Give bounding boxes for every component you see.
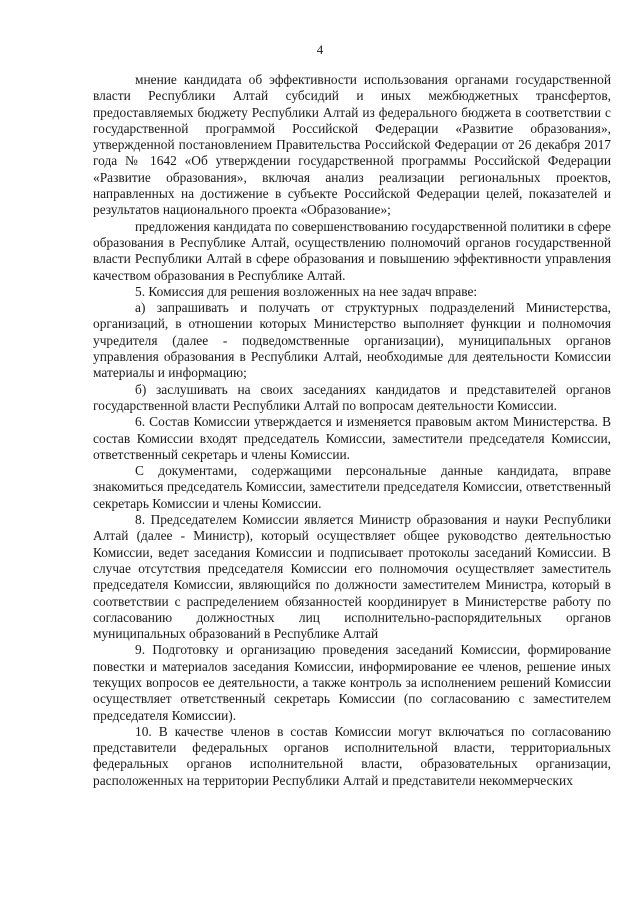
paragraph-candidate-proposals: предложения кандидата по совершенствованию государственной политики в сфере образования в Республике Алтай, осуществлению полномочий органов государственной власти Республики Алтай в сфере образования и повышению эффективности управления качеством образования в Республике Алтай. bbox=[93, 218, 611, 283]
page-number: 4 bbox=[316, 42, 324, 57]
paragraph-item-5a: а) запрашивать и получать от структурных подразделений Министерства, организаций, в отношении которых Министерство выполняет функции и полномочия учредителя (далее - подведомственные организации), муниципальных органов управления образования в Республики Алтай, необходимые для деятельности Комиссии материалы и информацию; bbox=[93, 300, 611, 381]
paragraph-candidate-opinion: мнение кандидата об эффективности использования органами государственной власти Республики Алтай субсидий и иных межбюджетных трансфертов, предоставляемых бюджету Республики Алтай из федерального бюджета в соответствии с государственной программой Российской Федерации «Развитие образования», утвержденной постановлением Правительства Российской Федерации от 26 декабря 2017 года № 1642 «Об утверждении государственной программы Российской Федерации «Развитие образования», включая анализ реализации региональных проектов, направленных на достижение в субъекте Российской Федерации целей, показателей и результатов национального проекта «Образование»; bbox=[93, 72, 611, 218]
paragraph-personal-data: С документами, содержащими персональные данные кандидата, вправе знакомиться председатель Комиссии, заместители председателя Комиссии, ответственный секретарь Комиссии и члены Комиссии. bbox=[93, 463, 611, 511]
paragraph-item-10: 10. В качестве членов в состав Комиссии могут включаться по согласованию представители федеральных органов исполнительной власти, территориальных федеральных органов исполнительной власти, образовательных организации, расположенных на территории Республики Алтай и представители некоммерческих bbox=[93, 723, 611, 788]
paragraph-item-8: 8. Председателем Комиссии является Министр образования и науки Республики Алтай (далее - Министр), который осуществляет общее руководство деятельностью Комиссии, ведет заседания Комиссии и подписывает протоколы заседаний Комиссии. В случае отсутствия председателя Комиссии его полномочия осуществляет заместитель председателя Комиссии, являющийся по должности заместителем Министра, который в соответствии с распределением обязанностей координирует в Министерстве работу по согласованию должностных лиц исполнительно-распорядительных органов муниципальных образований в Республике Алтай bbox=[93, 512, 611, 642]
paragraph-item-5b: б) заслушивать на своих заседаниях кандидатов и представителей органов государственной власти Республики Алтай по вопросам деятельности Комиссии. bbox=[93, 381, 611, 413]
paragraph-item-9: 9. Подготовку и организацию проведения заседаний Комиссии, формирование повестки и материалов заседания Комиссии, информирование ее членов, решение иных текущих вопросов ее деятельности, а также контроль за исполнением решений Комиссии осуществляет ответственный секретарь Комиссии (по согласованию с заместителем председателя Комиссии). bbox=[93, 642, 611, 723]
paragraph-item-6: 6. Состав Комиссии утверждается и изменяется правовым актом Министерства. В состав Комиссии входят председатель Комиссии, заместители председателя Комиссии, ответственный секретарь и члены Комиссии. bbox=[93, 414, 611, 462]
document-body bbox=[93, 72, 611, 789]
paragraph-item-5: 5. Комиссия для решения возложенных на нее задач вправе: bbox=[135, 283, 478, 299]
